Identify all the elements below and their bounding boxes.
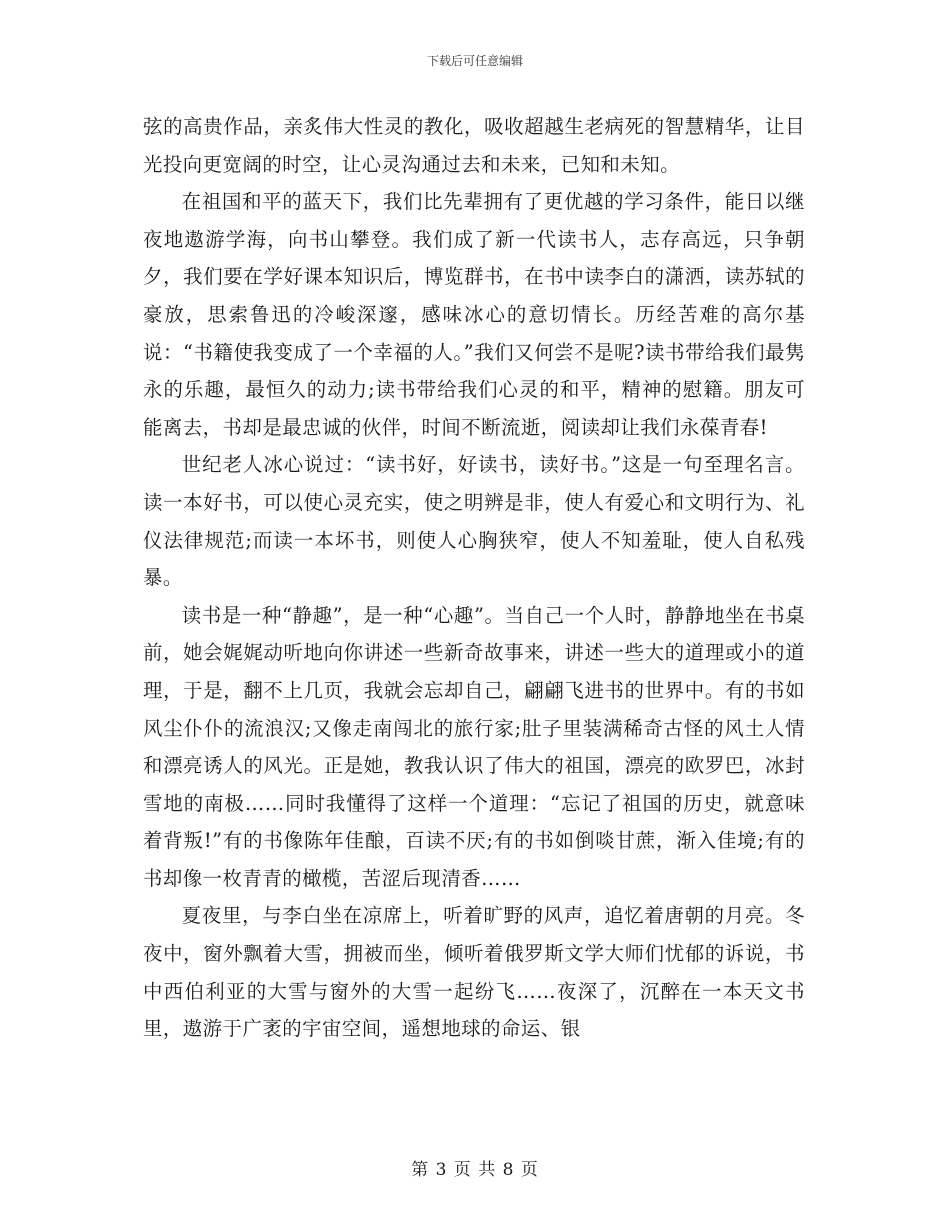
paragraph: 世纪老人冰心说过：“读书好，好读书，读好书。”这是一句至理名言。读一本好书，可以使心灵充实，使之明辨是非，使人有爱心和文明行为、礼仪法律规范;而读一本坏书，则使人心胸狭窄，使人不知羞耻，使人自私残暴。 xyxy=(143,453,805,590)
paragraph: 在祖国和平的蓝天下，我们比先辈拥有了更优越的学习条件，能日以继夜地遨游学海，向书山攀登。我们成了新一代读书人，志存高远，只争朝夕，我们要在学好课本知识后，博览群书，在书中读李白的潇洒，读苏轼的豪放，思索鲁迅的冷峻深邃，感味冰心的意切情长。历经苦难的高尔基说：“书籍使我变成了一个幸福的人。”我们又何尝不是呢?读书带给我们最隽永的乐趣，最恒久的动力;读书带给我们心灵的和平，精神的慰籍。朋友可能离去，书却是最忠诚的伙伴，时间不断流逝，阅读却让我们永葆青春! xyxy=(143,190,805,439)
paragraph: 读书是一种“静趣”，是一种“心趣”。当自己一个人时，静静地坐在书桌前，她会娓娓动听地向你讲述一些新奇故事来，讲述一些大的道理或小的道理，于是，翻不上几页，我就会忘却自己，翩翩飞进书的世界中。有的书如风尘仆仆的流浪汉;又像走南闯北的旅行家;肚子里装满稀奇古怪的风土人情和漂亮诱人的风光。正是她，教我认识了伟大的祖国，漂亮的欧罗巴，冰封雪地的南极……同时我懂得了这样一个道理：“忘记了祖国的历史，就意味着背叛!”有的书像陈年佳酿，百读不厌;有的书如倒啖甘蔗，渐入佳境;有的书却像一枚青青的橄榄，苦涩后现清香…… xyxy=(143,603,805,890)
paragraph-continued: 弦的高贵作品，亲炙伟大性灵的教化，吸收超越生老病死的智慧精华，让目光投向更宽阔的时空，让心灵沟通过去和未来，已知和未知。 xyxy=(143,115,805,176)
paragraph: 夏夜里，与李白坐在凉席上，听着旷野的风声，追忆着唐朝的月亮。冬夜中，窗外飘着大雪，拥被而坐，倾听着俄罗斯文学大师们忧郁的诉说，书中西伯利亚的大雪与窗外的大雪一起纷飞……夜深了，沉醉在一本天文书里，遨游于广袤的宇宙空间，遥想地球的命运、银 xyxy=(143,904,805,1041)
page-footer: 第 3 页 共 8 页 xyxy=(411,1160,539,1180)
document-body xyxy=(143,108,805,1048)
page-header: 下载后可任意编辑 xyxy=(426,54,523,68)
